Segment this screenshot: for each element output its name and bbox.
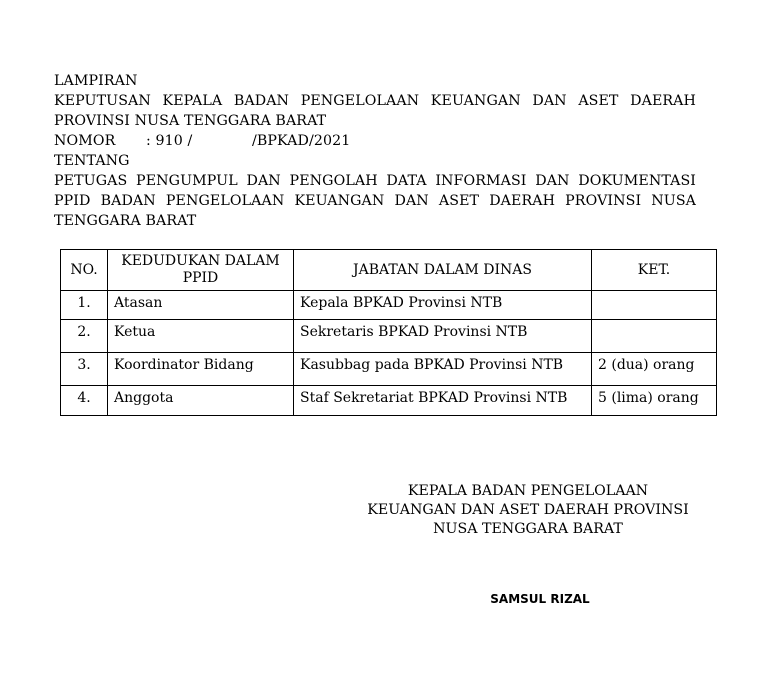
keputusan-title-line1: KEPUTUSAN KEPALA BADAN PENGELOLAAN KEUANGAN DAN ASET DAERAH (54, 93, 696, 109)
nomor-prefix: : 910 / (146, 133, 193, 149)
cell-kedudukan: Atasan (108, 291, 294, 320)
table-row (61, 291, 717, 320)
signatory-name: SAMSUL RIZAL (490, 592, 590, 606)
document-header (54, 71, 696, 231)
cell-ket: 5 (lima) orang (592, 386, 717, 416)
table-row (61, 386, 717, 416)
table-row (61, 353, 717, 386)
cell-no: 2. (61, 320, 108, 353)
nomor-label: NOMOR (54, 133, 116, 149)
subject-line1: PETUGAS PENGUMPUL DAN PENGOLAH DATA INFORMASI DAN DOKUMENTASI (54, 173, 696, 189)
cell-no: 4. (61, 386, 108, 416)
header-jabatan: JABATAN DALAM DINAS (294, 250, 592, 291)
tentang-label: TENTANG (54, 153, 130, 169)
table-header-row (61, 250, 717, 291)
nomor-line (54, 131, 696, 151)
lampiran-label: LAMPIRAN (54, 73, 138, 89)
cell-ket (592, 320, 717, 353)
cell-kedudukan: Koordinator Bidang (108, 353, 294, 386)
cell-jabatan: Sekretaris BPKAD Provinsi NTB (294, 320, 592, 353)
subject-line2: PPID BADAN PENGELOLAAN KEUANGAN DAN ASET DAERAH PROVINSI NUSA (54, 193, 696, 209)
cell-ket: 2 (dua) orang (592, 353, 717, 386)
cell-jabatan: Staf Sekretariat BPKAD Provinsi NTB (294, 386, 592, 416)
cell-no: 1. (61, 291, 108, 320)
header-ket: KET. (592, 250, 717, 291)
header-kedudukan: KEDUDUKAN DALAM PPID (108, 250, 294, 291)
table-row (61, 320, 717, 353)
signature-title-line2: KEUANGAN DAN ASET DAERAH PROVINSI (367, 502, 689, 518)
subject-line3: TENGGARA BARAT (54, 213, 197, 229)
nomor-suffix: /BPKAD/2021 (252, 133, 351, 149)
keputusan-title-line2: PROVINSI NUSA TENGGARA BARAT (54, 113, 327, 129)
header-no: NO. (61, 250, 108, 291)
signature-block (340, 482, 716, 539)
cell-kedudukan: Anggota (108, 386, 294, 416)
signature-title-line1: KEPALA BADAN PENGELOLAAN (407, 483, 649, 499)
cell-no: 3. (61, 353, 108, 386)
cell-jabatan: Kepala BPKAD Provinsi NTB (294, 291, 592, 320)
signature-title-line3: NUSA TENGGARA BARAT (433, 521, 623, 537)
cell-kedudukan: Ketua (108, 320, 294, 353)
cell-jabatan: Kasubbag pada BPKAD Provinsi NTB (294, 353, 592, 386)
cell-ket (592, 291, 717, 320)
ppid-table (60, 249, 717, 416)
